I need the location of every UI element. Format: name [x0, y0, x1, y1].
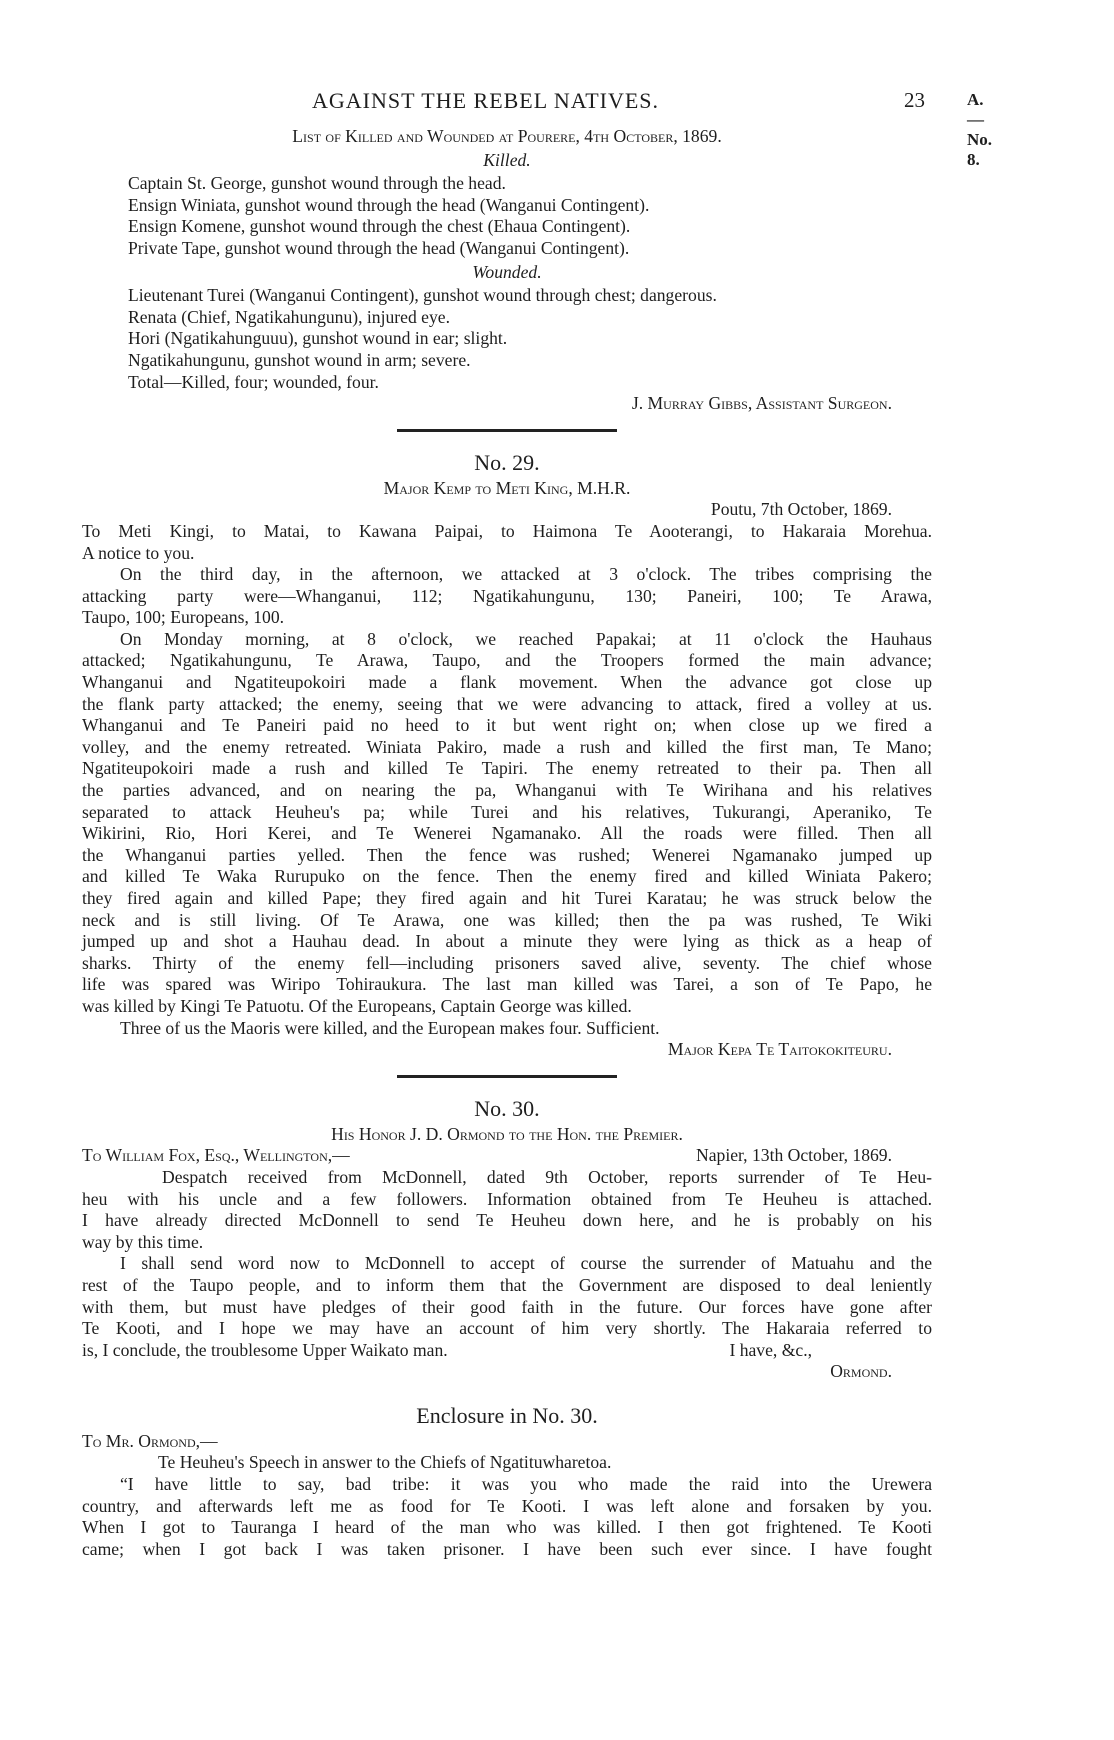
list-item: Ensign Winiata, gunshot wound through the head (Wanganui Contingent).	[128, 194, 650, 215]
paper-reference: A.—No. 8.	[967, 90, 993, 169]
text-line: On the third day, in the afternoon, we attacked at 3 o'clock. The tribes comprising the	[120, 564, 932, 585]
text-line: came; when I got back I was taken prisoner. I have been such ever since. I have fought	[82, 1538, 932, 1559]
text-line: the parties advanced, and on nearing the pa, Whanganui with Te Wirihana and his relatives	[82, 780, 932, 801]
killed-heading: Killed.	[483, 149, 531, 170]
text-line: heu with his uncle and a few followers. Information obtained from Te Heuheu is attached.	[82, 1188, 932, 1209]
text-line: was killed by Kingi Te Patuotu. Of the Europeans, Captain George was killed.	[82, 995, 632, 1016]
text-line: “I have little to say, bad tribe: it was you who made the raid into the Urewera	[120, 1474, 932, 1495]
text-line: way by this time.	[82, 1231, 204, 1252]
text-line: On Monday morning, at 8 o'clock, we reached Papakai; at 11 o'clock the Hauhaus	[120, 628, 932, 649]
list-item: Hori (Ngatikahunguuu), gunshot wound in ear; slight.	[128, 328, 508, 349]
text-line: sharks. Thirty of the enemy fell—including prisoners saved alive, seventy. The chief whose	[82, 952, 932, 973]
document-30-address-row	[82, 1145, 932, 1167]
text-line: the Whanganui parties yelled. Then the fence was rushed; Wenerei Ngamanako jumped up	[82, 844, 932, 865]
document-number-30: No. 30.	[474, 1095, 540, 1121]
list-item: Ensign Komene, gunshot wound through the chest (Ehaua Contingent).	[128, 216, 631, 237]
text-line: and killed Te Waka Rurupuko on the fence. Then the enemy fired and killed Winiata Pakero;	[82, 866, 932, 887]
text-line: Whanganui and Ngatiteupokoiri made a flank movement. When the advance got close up	[82, 672, 932, 693]
list-item: Private Tape, gunshot wound through the head (Wanganui Contingent).	[128, 237, 630, 258]
page-number: 23	[904, 88, 925, 112]
wounded-heading: Wounded.	[472, 261, 542, 282]
text-line: the flank party attacked; the enemy, seeing that we were advancing to attack, fired a volley at us.	[82, 693, 932, 714]
running-title: AGAINST THE REBEL NATIVES.	[312, 88, 660, 113]
text-line: attacked; Ngatikahungunu, Te Arawa, Taupo, and the Troopers formed the main advance;	[82, 650, 932, 671]
list-item: Total—Killed, four; wounded, four.	[128, 371, 379, 392]
document-30-subtitle: His Honor J. D. Ormond to the Hon. the Premier.	[331, 1123, 683, 1144]
text-line: Wikirini, Rio, Hori Kerei, and Te Wenerei Ngamanako. All the roads were filled. Then all	[82, 823, 932, 844]
casualty-list-heading: List of Killed and Wounded at Pourere, 4th October, 1869.	[292, 126, 722, 146]
document-29-date: Poutu, 7th October, 1869.	[710, 499, 892, 520]
text-line: Taupo, 100; Europeans, 100.	[82, 607, 285, 628]
text-line: with them, but must have pledges of their good faith in the future. Our forces have gone after	[82, 1296, 932, 1317]
document-30-closing: I have, &c.,	[729, 1339, 812, 1360]
text-line: I have already directed McDonnell to send Te Heuheu down here, and he is probably on his	[82, 1210, 932, 1231]
text-line: Te Kooti, and I hope we may have an account of him very shortly. The Hakaraia referred to	[82, 1318, 932, 1339]
section-divider	[397, 1075, 617, 1078]
document-30-address: To William Fox, Esq., Wellington,—	[82, 1145, 350, 1166]
enclosure-heading: Enclosure in No. 30.	[416, 1402, 598, 1428]
list-item: Renata (Chief, Ngatikahungunu), injured eye.	[128, 306, 450, 327]
text-line: rest of the Taupo people, and to inform them that the Government are disposed to deal leniently	[82, 1274, 932, 1295]
text-line: A notice to you.	[82, 542, 195, 563]
text-line: Ngatiteupokoiri made a rush and killed Te Tapiri. The enemy retreated to their pa. Then all	[82, 758, 932, 779]
document-page	[82, 88, 993, 1560]
document-30-body	[82, 1167, 932, 1340]
document-number-29: No. 29.	[474, 449, 540, 475]
text-line: country, and afterwards left me as food for Te Kooti. I was left alone and forsaken by you.	[82, 1495, 932, 1516]
text-line: Despatch received from McDonnell, dated 9th October, reports surrender of Te Heu-	[162, 1166, 932, 1187]
enclosure-body	[82, 1474, 932, 1560]
text-line: jumped up and shot a Hauhau dead. In about a minute they were lying as thick as a heap of	[82, 931, 932, 952]
document-29-address: To Meti Kingi, to Matai, to Kawana Paipai, to Haimona Te Aooterangi, to Hakaraia Morehua.	[82, 520, 932, 541]
wounded-list	[82, 285, 932, 393]
document-29-body	[82, 543, 932, 1040]
document-30-closing-row	[82, 1340, 932, 1362]
enclosure-intro: Te Heuheu's Speech in answer to the Chiefs of Ngatituwharetoa.	[158, 1452, 612, 1473]
document-30-date: Napier, 13th October, 1869.	[696, 1145, 892, 1166]
text-line: Whanganui and Te Paneiri paid no heed to it but went right on; when close up we fired a	[82, 715, 932, 736]
surgeon-signature: J. Murray Gibbs, Assistant Surgeon.	[631, 393, 892, 414]
section-divider	[397, 429, 617, 432]
killed-list	[82, 173, 932, 259]
document-29-subtitle: Major Kemp to Meti King, M.H.R.	[383, 477, 631, 498]
text-line: Three of us the Maoris were killed, and the European makes four. Sufficient.	[120, 1017, 660, 1038]
list-item: Lieutenant Turei (Wanganui Contingent), gunshot wound through chest; dangerous.	[128, 285, 717, 306]
text-line: separated to attack Heuheu's pa; while Turei and his relatives, Tukurangi, Aperaniko, Te	[82, 801, 932, 822]
text-line: life was spared was Wiripo Tohiraukura. The last man killed was Tarei, a son of Te Papo, he	[82, 974, 932, 995]
text-line: volley, and the enemy retreated. Winiata Pakiro, made a rush and killed the first man, Te Mano;	[82, 736, 932, 757]
text-line: I shall send word now to McDonnell to accept of course the surrender of Matuahu and the	[120, 1253, 932, 1274]
text-line: neck and is still living. Of Te Arawa, one was killed; then the pa was rushed, Te Wiki	[82, 909, 932, 930]
document-30-last-line: is, I conclude, the troublesome Upper Waikato man.	[82, 1339, 448, 1360]
list-item: Captain St. George, gunshot wound through the head.	[128, 173, 506, 194]
document-29-signature: Major Kepa Te Taitokokiteuru.	[667, 1039, 892, 1060]
document-30-signature: Ormond.	[830, 1361, 892, 1382]
enclosure-address: To Mr. Ormond,—	[82, 1430, 218, 1451]
text-line: they fired again and killed Pape; they fired again and hit Turei Karatau; he was struck below the	[82, 888, 932, 908]
text-line: attacking party were—Whanganui, 112; Ngatikahungunu, 130; Paneiri, 100; Te Arawa,	[82, 585, 932, 606]
text-line: When I got to Tauranga I heard of the man who was killed. I then got frightened. Te Kooti	[82, 1517, 932, 1538]
list-item: Ngatikahungunu, gunshot wound in arm; severe.	[128, 349, 471, 370]
